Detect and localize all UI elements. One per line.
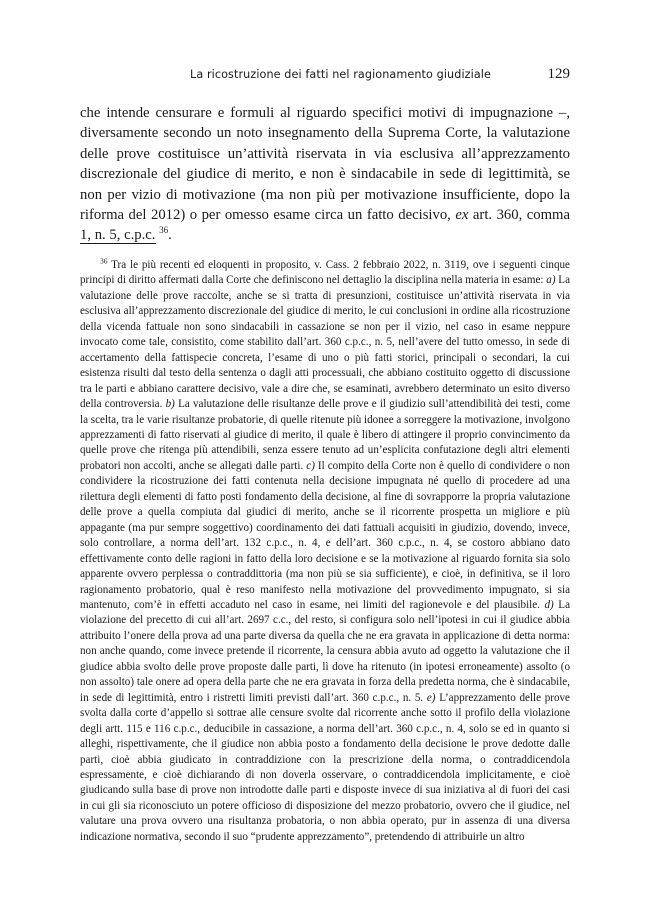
footnote-number: 36 — [100, 256, 108, 266]
main-paragraph — [80, 103, 570, 246]
footnote-text: Il compito della Corte non è quello di condividere o non condividere la ricostruzione dei fatti contenuta nella decisione impugnata né quello di procedere ad una rilettura degli elementi di fatto posti fondamento della decisione, al fine di sovrapporre la propria valutazione delle prove a quella compiuta dal giudici di merito, anche se il ricorrente prospetta un migliore e più appagante (ma pur sempre soggettivo) coordinamento dei dati fattuali acquisiti in giudizio, dovendo, invece, solo controllare, a norma dell’art. 132 c.p.c., n. 4, e dell’art. 360 c.p.c., n. 4, se costoro abbiano dato effettivamente conto delle ragioni in fatto della loro decisione e se la motivazione al riguardo fornita sia solo apparente ovvero perplessa o contraddittoria (ma non più se sia sufficiente), e cioè, in definitiva, se il loro ragionamento probatorio, qual è reso manifesto nella motivazione del provvedimento impugnato, si sia mantenuto, com’è in effetti accaduto nel caso in esame, nei limiti del ragionevole e del plausibile. — [80, 459, 570, 611]
running-header — [80, 68, 570, 88]
footnote-marker: b) — [165, 398, 175, 411]
body-text-part: art. 360, comma 1, n. 5, c.p.c. — [80, 207, 571, 244]
footnote-36 — [80, 258, 570, 845]
footnote-marker: d) — [544, 598, 554, 611]
page-number: 129 — [547, 66, 570, 82]
footnote-separator — [80, 243, 156, 244]
footnote-text: Tra le più recenti ed eloquenti in proposito, v. Cass. 2 febbraio 2022, n. 3119, ove i seguenti cinque principi di diritto affermati dalla Corte che definiscono nel dettaglio la disciplina nella materia in esame: — [80, 259, 570, 287]
footnote-text: L’apprezzamento delle prove svolta dalla corte d’appello si sottrae alle censure svolte dal ricorrente anche sotto il profilo della violazione degli artt. 115 e 116 c.p.c., deducibile in cassazione, a norma dell’art. 360 c.p.c., n. 4, solo se ed in quanto si alleghi, rispettivamente, che il giudice non abbia posto a fondamento della decisione le prove dedotte dalle parti, cioè abbia giudicato in contraddizione con la prescrizione della norma, o contraddicendola espressamente, e cioè dichiarando di non doverla osservare, o contraddicendola implicitamente, e cioè giudicando sulla base di prove non introdotte dalle parti e disposte invece di sua iniziativa al di fuori dei casi in cui gli sia riconosciuto un potere officioso di disposizione del mezzo probatorio, ovvero che il giudice, nel valutare una prova ovvero una risultanza probatoria, o non abbia operato, pur in assenza di una diversa indicazione normativa, secondo il suo “prudente apprezzamento”, pretendendo di attribuirle un altro — [80, 691, 570, 843]
footnote-text: La valutazione delle risultanze delle prove e il giudizio sull’attendibilità dei testi, come la scelta, tra le varie risultanze probatorie, di quelle ritenute più idonee a sorreggere la motivazione, involgono apprezzamenti di fatto riservati al giudice di merito, il quale è libero di attingere il proprio convincimento da quelle prove che ritenga più attendibili, senza essere tenuto ad un’esplicita confutazione degli altri elementi probatori non accolti, anche se allegati dalle parti. — [80, 398, 570, 472]
footnote-reference[interactable]: 36 — [159, 225, 169, 236]
body-period: . — [168, 227, 172, 244]
footnote-text: La valutazione delle prove raccolte, anche se si tratta di presunzioni, costituisce un’attività riservata in via esclusiva all’apprezzamento discrezionale del giudice di merito, le cui conclusioni in ordine alla ricostruzione della vicenda fattuale non sono sindacabili in cassazione se non per il vizio, nel caso in esame neppure invocato come tale, consistito, come stabilito dall’art. 360 c.p.c., n. 5, nell’avere del tutto omesso, in sede di accertamento della fattispecie concreta, l’esame di uno o più fatti storici, principali o secondari, la cui esistenza risulti dal testo della sentenza o dagli atti processuali, che abbiano costituito oggetto di discussione tra le parti e abbiano carattere decisivo, vale a dire che, se esaminati, avrebbero determinato un esito diverso della controversia. — [80, 274, 570, 411]
body-text-part: che intende censurare e formuli al riguardo specifici motivi di impugnazione –, diversamente secondo un noto insegnamento della Suprema Corte, la valutazione delle prove costituisce un’attività riservata in via esclusiva all’apprezzamento discrezionale del giudice di merito, e non è sindacabile in sede di legittimità, se non per vizio di motivazione (ma non più per motivazione insufficiente, dopo la riforma del 2012) o per omesso esame circa un fatto decisivo, — [80, 105, 570, 224]
running-title: La ricostruzione dei fatti nel ragionamento giudiziale — [190, 68, 491, 81]
footnote-text: La violazione del precetto di cui all’art. 2697 c.c., del resto, si configura solo nell’ipotesi in cui il giudice abbia attribuito l’onere della prova ad una parte diversa da quella che ne era gravata in applicazione di detta norma: non anche quando, come invece pretende il ricorrente, la censura abbia avuto ad oggetto la valutazione che il giudice abbia svolto delle prove proposte dalle parti, lì dove ha ritenuto (in ipotesi erroneamente) assolto (o non assolto) tale onere ad opera della parte che ne era gravata in forza della predetta norma, che è sindacabile, in sede di legittimità, entro i ristretti limiti previsti dall’art. 360 c.p.c., n. 5. — [80, 598, 570, 704]
footnote-marker: c) — [306, 459, 315, 472]
body-italic-ex: ex — [455, 207, 469, 224]
footnote-marker: a) — [546, 274, 556, 287]
footnote-marker: e) — [426, 691, 436, 704]
